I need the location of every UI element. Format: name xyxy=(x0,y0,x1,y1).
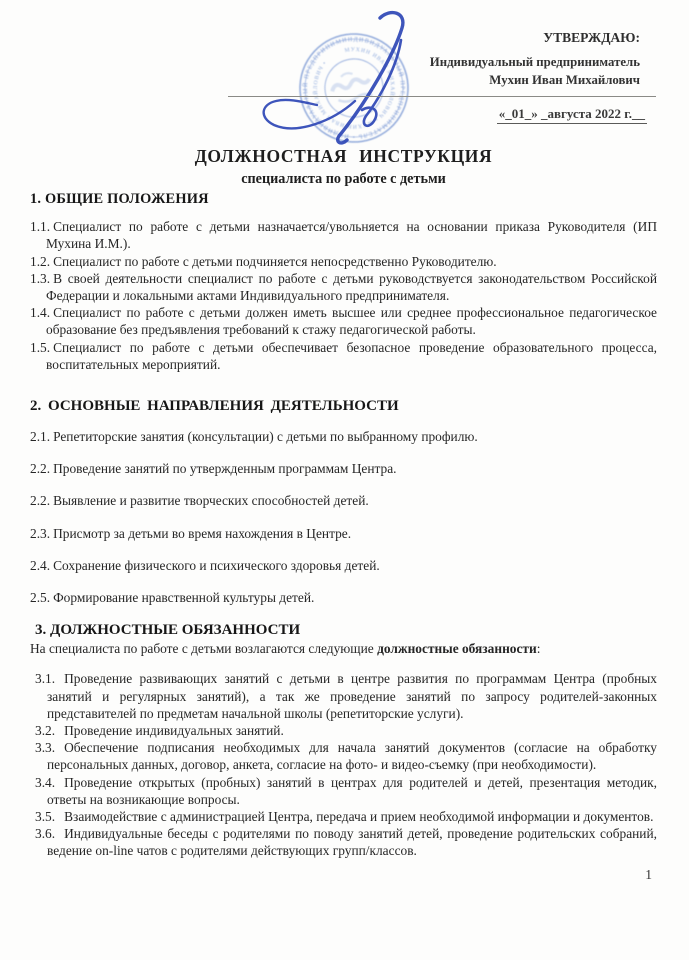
item-text: Выявление и развитие творческих способностей детей. xyxy=(53,493,369,509)
section-1-heading: 1. ОБЩИЕ ПОЛОЖЕНИЯ xyxy=(30,191,209,207)
intro-suffix: : xyxy=(536,641,541,657)
document-body xyxy=(30,191,657,860)
list-item xyxy=(30,253,657,270)
item-text: Обеспечение подписания необходимых для начала занятий документов (согласие на обработку персональных данных, договор, анкета, согласие на фото- и видео-съемку (при необходимости). xyxy=(47,740,657,773)
approval-header xyxy=(0,0,689,140)
item-number: 1.2. xyxy=(30,253,51,269)
page-number: 1 xyxy=(645,867,652,882)
item-text: Репетиторские занятия (консультации) с детьми по выбранному профилю. xyxy=(53,429,478,445)
document-subtitle: специалиста по работе с детьми xyxy=(241,171,446,187)
approver-title: Индивидуальный предприниматель xyxy=(429,55,640,69)
item-number: 3.5. xyxy=(35,809,56,825)
list-item xyxy=(30,270,657,304)
item-text: В своей деятельности специалист по работе с детьми руководствуется законодательством Российской Федерации и локальными актами Индивидуального предпринимателя. xyxy=(46,270,657,304)
item-number: 3.1. xyxy=(35,671,56,687)
intro-prefix: На специалиста по работе с детьми возлагаются следующие xyxy=(30,641,378,657)
list-item xyxy=(30,492,657,509)
section-3-heading: 3. ДОЛЖНОСТНЫЕ ОБЯЗАННОСТИ xyxy=(35,622,301,639)
list-item xyxy=(30,428,657,445)
item-text: Взаимодействие с администрацией Центра, передача и прием необходимой информации и документов. xyxy=(64,809,654,825)
section-3-intro xyxy=(30,640,657,657)
item-number: 1.3. xyxy=(30,270,51,286)
section-2-heading: 2. ОСНОВНЫЕ НАПРАВЛЕНИЯ ДЕЯТЕЛЬНОСТИ xyxy=(30,398,399,415)
list-item xyxy=(30,525,657,542)
list-item xyxy=(30,304,657,338)
item-number: 2.4. xyxy=(30,557,51,573)
item-number: 2.2. xyxy=(30,461,51,477)
item-text: Проведение открытых (пробных) занятий в центрах для родителей и детей, презентация методик, ответы на возникающие вопросы. xyxy=(47,774,657,807)
list-item xyxy=(30,339,657,373)
approval-date: «_01_» _августа 2022 г.__ xyxy=(497,106,647,124)
stamp-outer-ring-text: ИНДИВИДУАЛЬНЫЙ ПРЕДПРИНИМАТЕЛЬ • ИНДИВИДУАЛЬНЫЙ ПРЕДПРИНИМАТЕЛЬ • xyxy=(302,36,406,140)
approval-block xyxy=(430,30,640,89)
list-item xyxy=(35,670,657,722)
item-text: Специалист по работе с детьми должен иметь высшее или среднее профессиональное педагогическое образование без предъявления требований к стажу педагогической работы. xyxy=(46,305,657,338)
item-number: 3.6. xyxy=(35,826,56,842)
section-1-items xyxy=(30,218,657,373)
approver-name: Мухин Иван Михайлович xyxy=(489,73,640,87)
item-text: Специалист по работе с детьми назначается/увольняется на основании приказа Руководителя (ИП Мухина И.М.). xyxy=(46,219,657,252)
list-item xyxy=(30,589,657,606)
section-2-items xyxy=(30,428,657,606)
section-3-items xyxy=(30,670,657,859)
item-number: 1.4. xyxy=(30,305,51,321)
list-item xyxy=(35,825,657,859)
item-text: Проведение развивающих занятий с детьми в центре развития по программам Центра (пробных занятий и регулярных занятий), а так же проведение занятий по запросу родителей-законных представителей по предметам начальной школы (репетиторские услуги). xyxy=(47,671,657,721)
item-number: 1.1. xyxy=(30,219,51,235)
item-text: Индивидуальные беседы с родителями по поводу занятий детей, проведение родительских собраний, ведение on-line чатов с родителями действующих групп/классов. xyxy=(47,826,657,859)
list-item xyxy=(35,739,657,773)
list-item xyxy=(30,460,657,477)
item-text: Проведение индивидуальных занятий. xyxy=(64,723,284,739)
list-item xyxy=(35,808,657,825)
item-text: Формирование нравственной культуры детей. xyxy=(53,590,315,606)
item-number: 1.5. xyxy=(30,339,51,355)
item-number: 2.5. xyxy=(30,590,51,606)
intro-bold: должностные обязанности xyxy=(377,641,537,657)
item-number: 3.3. xyxy=(35,740,56,756)
item-number: 2.2. xyxy=(30,493,51,509)
approve-label: УТВЕРЖДАЮ: xyxy=(543,30,640,45)
item-text: Проведение занятий по утвержденным программам Центра. xyxy=(53,461,397,477)
list-item xyxy=(30,218,657,252)
signature xyxy=(235,6,420,154)
item-number: 2.3. xyxy=(30,525,51,541)
signature-tail-stroke xyxy=(264,100,355,128)
item-number: 2.1. xyxy=(30,429,51,445)
item-text: Специалист по работе с детьми обеспечивает безопасное проведение образовательного процесса, воспитательных мероприятий. xyxy=(46,339,657,372)
item-text: Присмотр за детьми во время нахождения в Центре. xyxy=(53,525,352,541)
list-item xyxy=(35,722,657,739)
list-item xyxy=(30,557,657,574)
item-text: Специалист по работе с детьми подчиняется непосредственно Руководителю. xyxy=(53,253,497,269)
list-item xyxy=(35,774,657,808)
item-text: Сохранение физического и психического здоровья детей. xyxy=(53,557,380,573)
item-number: 3.4. xyxy=(35,774,56,790)
document-title: ДОЛЖНОСТНАЯ ИНСТРУКЦИЯ xyxy=(194,146,493,166)
signature-second-stroke xyxy=(362,40,401,126)
item-number: 3.2. xyxy=(35,723,56,739)
stamp-inner-ring-text: МУХИН ИВАН МИХАЙЛОВИЧ • МУХИН ИВАН МИХАЙЛОВИЧ • xyxy=(312,46,396,130)
signature-line xyxy=(228,96,656,97)
